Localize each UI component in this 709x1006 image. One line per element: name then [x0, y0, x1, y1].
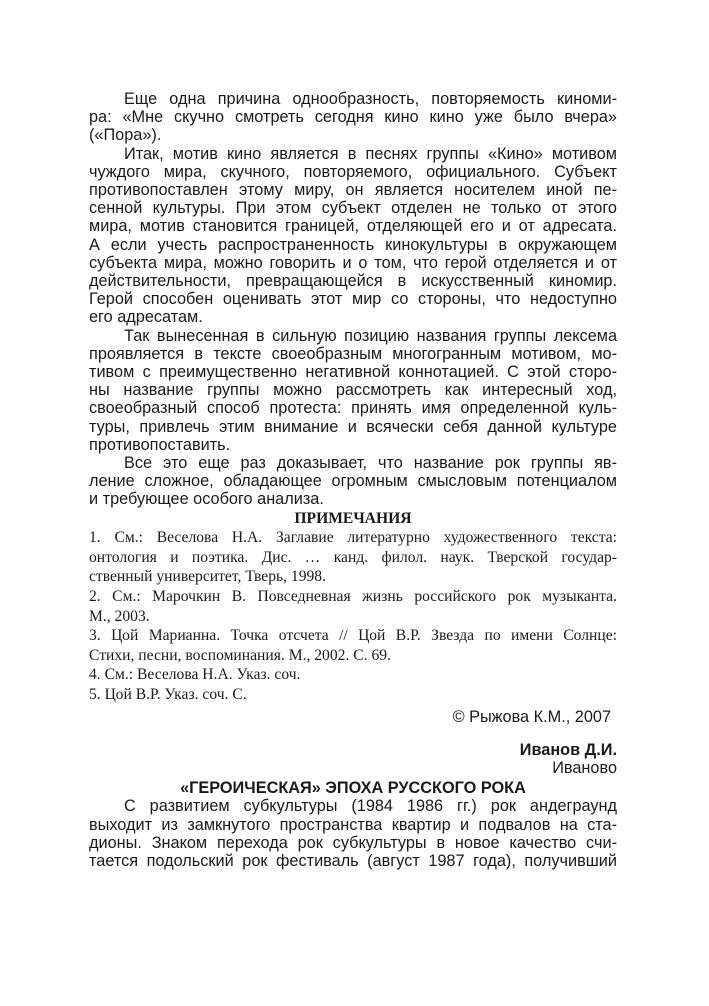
note-item	[89, 528, 617, 587]
paragraph-5	[89, 797, 617, 870]
text-line: С развитием субкультуры (1984 1986 гг.) рок андеграунд	[124, 797, 617, 816]
note-item	[89, 587, 617, 626]
text-line: ра: «Мне скучно смотреть сегодня кино кино уже было вчера»	[89, 108, 617, 127]
text-line: Герой способен оценивать этот мир со стороны, что недоступно	[89, 290, 617, 309]
note-item	[89, 665, 617, 685]
note-line: 4. См.: Веселова Н.А. Указ. соч.	[89, 666, 301, 684]
text-line: чуждого мира, скучного, повторяемого, официального. Субъект	[89, 162, 617, 181]
text-line: туры, привлечь этим внимание и всячески себя данной культуре	[89, 417, 617, 436]
text-line: выходит из замкнутого пространства квартир и подвалов на ста-	[89, 815, 617, 834]
author-city: Иваново	[552, 759, 617, 778]
text-line: тается подольский рок фестиваль (август 1987 года), получивший	[89, 852, 617, 871]
paragraph-2	[89, 145, 617, 327]
note-item	[89, 626, 617, 665]
note-line: 1. См.: Веселова Н.А. Заглавие литературно художественного текста:	[89, 529, 617, 547]
note-line: ственный университет, Тверь, 1998.	[89, 568, 326, 586]
text-line: А если учесть распространенность кинокультуры в окружающем	[89, 235, 617, 254]
text-line: мира, мотив становится границей, отделяющей его и от адресата.	[89, 217, 617, 236]
paragraph-4	[89, 454, 617, 509]
note-line: онтология и поэтика. Дис. … канд. филол. наук. Тверской государ-	[89, 548, 617, 566]
notes-list	[89, 528, 617, 704]
paragraph-3	[89, 327, 617, 454]
text-line: своеобразный способ протеста: принять имя определенной куль-	[89, 399, 617, 418]
note-line: Стихи, песни, воспоминания. М., 2002. С. 69.	[89, 646, 391, 664]
text-line: дионы. Знаком перехода рок субкультуры в новое качество счи-	[89, 833, 617, 852]
author-name: Иванов Д.И.	[519, 740, 617, 759]
text-line: ны название группы можно рассмотреть как интересный ход,	[89, 381, 617, 400]
text-line: ление сложное, обладающее огромным смысловым потенциалом	[89, 472, 617, 491]
copyright-line: © Рыжова К.М., 2007	[452, 707, 611, 726]
text-line: («Пора»).	[89, 126, 162, 145]
text-line: проявляется в тексте своеобразным многогранным мотивом, мо-	[89, 344, 617, 363]
note-line: 3. Цой Марианна. Точка отсчета // Цой В.Р. Звезда по имени Солнце:	[89, 627, 617, 645]
note-item	[89, 685, 617, 705]
text-line: Итак, мотив кино является в песнях группы «Кино» мотивом	[124, 144, 617, 163]
note-line: М., 2003.	[89, 607, 150, 625]
text-line: действительности, превращающейся в искусственный киномир.	[89, 272, 617, 291]
text-line: противопоставить.	[89, 435, 231, 454]
author-block	[89, 741, 617, 777]
note-line: 5. Цой В.Р. Указ. соч. С.	[89, 686, 247, 704]
text-line: сенной культуры. При этом субъект отделен не только от этого	[89, 199, 617, 218]
paragraph-1	[89, 90, 617, 145]
article-title: «ГЕРОИЧЕСКАЯ» ЭПОХА РУССКОГО РОКА	[180, 779, 526, 798]
text-line: субъекта мира, можно говорить и о том, что герой отделяется и от	[89, 253, 617, 272]
document-page	[89, 90, 617, 870]
text-line: тивом с преимущественно негативной коннотацией. С этой сторо-	[89, 363, 617, 382]
text-line: противопоставлен этому миру, он является носителем иной пе-	[89, 181, 617, 200]
text-line: Все это еще раз доказывает, что название рок группы яв-	[124, 454, 617, 473]
notes-title: ПРИМЕЧАНИЯ	[294, 509, 412, 527]
text-line: Так вынесенная в сильную позицию названия группы лексема	[124, 326, 617, 345]
text-line: Еще одна причина однообразность, повторяемость киноми-	[124, 90, 617, 108]
note-line: 2. См.: Марочкин В. Повседневная жизнь российского рок музыканта.	[89, 588, 617, 606]
text-line: его адресатам.	[89, 308, 203, 327]
text-line: и требующее особого анализа.	[89, 490, 324, 509]
